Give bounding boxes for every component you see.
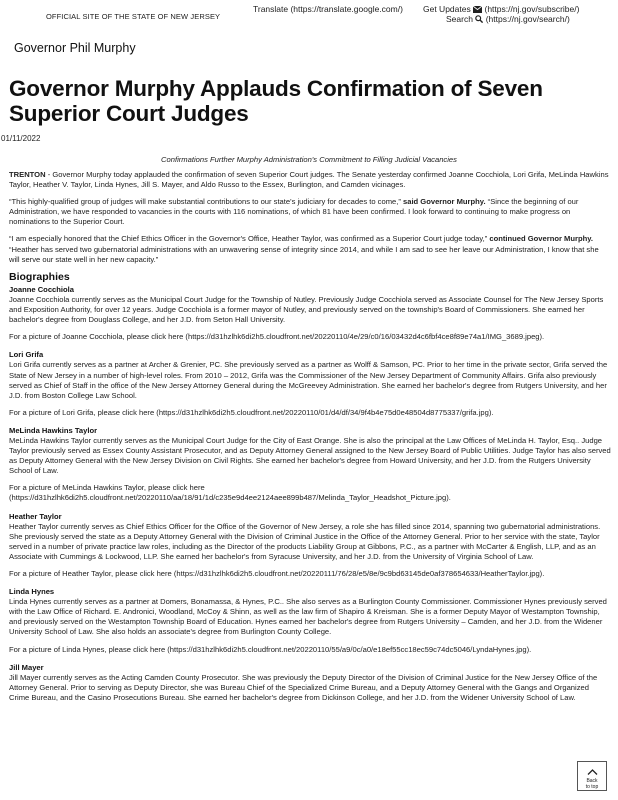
article-body xyxy=(9,170,611,711)
quote-paragraph-1 xyxy=(9,197,611,227)
intro-paragraph xyxy=(9,170,611,190)
back-to-top-label: Back to top xyxy=(585,778,599,790)
search-label: Search xyxy=(446,14,473,24)
search-link[interactable] xyxy=(446,14,570,25)
bio-heather-taylor xyxy=(9,512,611,580)
chevron-up-icon xyxy=(587,768,598,776)
bio-linda-hynes xyxy=(9,587,611,655)
publish-date: 01/11/2022 xyxy=(1,134,41,143)
bio-joanne-cocchiola xyxy=(9,285,611,342)
intro-text: - Governor Murphy today applauded the confirmation of seven Superior Court judges. The Senate yesterday confirmed Joanne Cocchiola, Lori Grifa, MeLinda Hawkins Taylor, Heather V. Taylor, Linda Hynes, Jill S. Mayer, and Aldo Russo to the Essex, Burlington, and Camden vicinages. xyxy=(9,170,609,190)
official-site-label: OFFICIAL SITE OF THE STATE OF NEW JERSEY xyxy=(46,12,221,21)
translate-link[interactable]: Translate (https://translate.google.com/) xyxy=(253,4,403,14)
search-url: (https://nj.gov/search/) xyxy=(485,14,570,24)
bio-name: Linda Hynes xyxy=(9,587,55,597)
bio-name: Heather Taylor xyxy=(9,511,62,521)
bio-text: Linda Hynes currently serves as a partner at Domers, Bonamassa, & Hynes, P.C.. She also serves as a Burlington County Commissioner. Commissioner Hynes previously served with the Law Office of Richard. E. Andronici, Woodland, McCoy & Shinn, as well as the law firm of Shapiro & Kreisman. She is a former Deputy Mayor of Westampton Township, and previously served on the Westampton Township Board of Education. Hynes earned her bachelor's degree from Rutgers University – Camden, and her J.D. from the Widener University School of Law. She also holds an associate's degree from Burlington County College. xyxy=(9,597,607,637)
site-top-bar xyxy=(0,0,618,40)
bio-picture-link[interactable]: For a picture of MeLinda Hawkins Taylor, please click here (https://d31hzlhk6di2h5.cloudfront.net/20220110/aa/18/91/1d/c235e9d4ee2124aee899b487/Melinda_Taylor_Headshot_Picture.jpg). xyxy=(9,483,451,503)
bio-name: MeLinda Hawkins Taylor xyxy=(9,425,98,435)
bio-picture-link[interactable]: For a picture of Linda Hynes, please click here (https://d31hzlhk6di2h5.cloudfront.net/20220110/55/a9/0c/a0/e18ef55cc18ec59c74dc5046/LyndaHynes.jpg). xyxy=(9,644,532,654)
bio-lori-grifa xyxy=(9,350,611,418)
dateline: TRENTON xyxy=(9,170,46,179)
bio-name: Lori Grifa xyxy=(9,350,44,360)
biographies-heading: Biographies xyxy=(9,270,70,283)
bio-text: Jill Mayer currently serves as the Acting Camden County Prosecutor. She was previously the Deputy Director of the Division of Criminal Justice for the New Jersey Office of the Attorney General. Prior to serving as Deputy Director, she was Bureau Chief of the Specialized Crime Bureau, and a Deputy Attorney General with the Gangs and Organized Crime Bureau, and the Casino Prosecutions Bureau. She earned her bachelor's degree from Dickinson College, and her J.D. from the Widener University School of Law. xyxy=(9,672,598,702)
bio-text: MeLinda Hawkins Taylor currently serves as the Municipal Court Judge for the City of East Orange. She is also the principal at the Law Offices of MeLinda H. Taylor, Esq.. Judge Taylor previously served as Essex County Assistant Prosecutor, and as Deputy Attorney General assigned to the New Jersey Board of Public Utilities. Judge Taylor has also served as Deputy Attorney General with the New Jersey Division on Civil Rights. She earned her bachelor's degree from Howard University, and her J.D. from the Rutgers University School of Law. xyxy=(9,435,611,476)
article-subtitle: Confirmations Further Murphy Administration's Commitment to Filling Judicial Vacancies xyxy=(161,155,457,164)
quote-paragraph-2 xyxy=(9,234,611,264)
bio-picture-link[interactable]: For a picture of Joanne Cocchiola, please click here (https://d31hzlhk6di2h5.cloudfront.net/20220110/4e/29/c0/16/03432d4c6fbf4ce8f89e74a1/IMG_3689.jpeg). xyxy=(9,332,545,342)
bio-melinda-hawkins-taylor xyxy=(9,426,611,504)
bio-jill-mayer xyxy=(9,663,611,703)
quote-1a: “This highly-qualified group of judges will make substantial contributions to our state's judiciary for decades to come,” xyxy=(9,197,403,207)
quote-1b: “Since the beginning of our Administration, we have responded to vacancies in the courts with 116 nominations, of which 81 have been confirmed. I look forward to continuing to make progress on nominations to the Superior Court. xyxy=(9,197,579,227)
bio-text: Lori Grifa currently serves as a partner at Archer & Grenier, PC. She previously served as a partner as Wolff & Samson, PC. Prior to her time in the private sector, Grifa served the State of New Jersey in a number of high-level roles. From 2010 – 2012, Grifa was the Commissioner of the New Jersey Department of Community Affairs. Grifa also previously served as Chief of Staff in the office of the New Jersey Attorney General during the McGreevey Administration. She earned her bachelor's degree from Rutgers University, and her J.D. from Boston College Law School. xyxy=(9,360,608,400)
governor-home-link[interactable]: Governor Phil Murphy xyxy=(14,41,136,55)
bio-text: Joanne Cocchiola currently serves as the Municipal Court Judge for the Township of Nutley. Previously Judge Cocchiola served as Associate Counsel for The New Jersey Sports and Exposition Authority, for over 12 years. Judge Cocchiola is a former mayor of Nutley, and previously served on the township's Board of Commissioners. She earned her bachelor's degree from Douglass College, and her J.D. from Seton Hall University. xyxy=(9,294,604,325)
bio-picture-link[interactable]: For a picture of Heather Taylor, please click here (https://d31hzlhk6di2h5.cloudfront.net/20220111/76/28/e5/8e/9c9bd63145de0af378654633/HeatherTaylor.jpg). xyxy=(9,569,545,578)
quote-2a: “I am especially honored that the Chief Ethics Officer in the Governor's Office, Heather Taylor, was confirmed as a Superior Court judge today,” xyxy=(9,234,490,244)
quote-2b: “Heather has served two gubernatorial administrations with an unwavering sense of integrity since 2014, and while I am sad to see her leave our Administration, I know that she will serve our state well in her new capacity.” xyxy=(9,244,599,264)
quote-2-attribution: continued Governor Murphy. xyxy=(489,234,594,244)
magnifier-icon xyxy=(475,15,483,25)
quote-1-attribution: said Governor Murphy. xyxy=(403,197,486,207)
get-updates-label: Get Updates xyxy=(423,4,471,14)
bio-name: Joanne Cocchiola xyxy=(9,284,74,294)
get-updates-url: (https://nj.gov/subscribe/) xyxy=(484,4,580,14)
bio-name: Jill Mayer xyxy=(9,662,44,672)
bio-text: Heather Taylor currently serves as Chief Ethics Officer for the Office of the Governor of New Jersey, a role she has filled since 2014, spanning two gubernatorial administrations. She previously served the state as a Deputy Attorney General with the Division of Criminal Justice in the Office of the Attorney General. Prior to her service with the state, Taylor served in a number of private practice law roles, including as the Director of the products Liability Group at Gibbons, P.C., as a partner with McCarter & English, LLP, and as an Associate with Cummings & Lockwood, LLP. She earned her bachelor's from Syracuse University, and her J.D. from the University of Virginia School of Law. xyxy=(9,521,601,561)
back-to-top-button[interactable] xyxy=(577,761,607,791)
page-title: Governor Murphy Applauds Confirmation of Seven Superior Court Judges xyxy=(9,76,543,126)
bio-picture-link[interactable]: For a picture of Lori Grifa, please click here (https://d31hzlhk6di2h5.cloudfront.net/20220110/01/d4/df/34/9f4b4e75d0e48504d8775337/grifa.jpg). xyxy=(9,407,494,417)
